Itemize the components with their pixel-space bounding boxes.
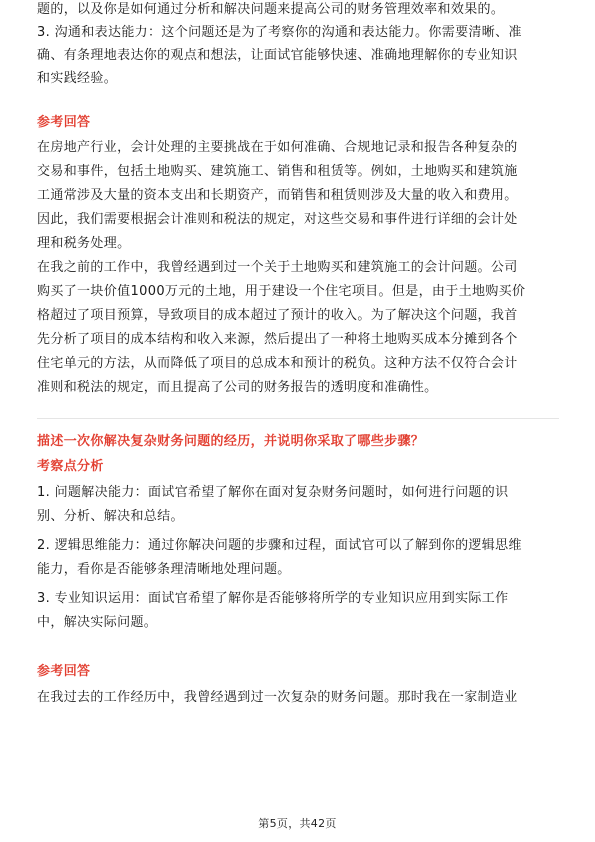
text-line: 准则和税法的规定，而且提高了公司的财务报告的透明度和准确性。 — [37, 380, 438, 395]
text-line: 中，解决实际问题。 — [37, 615, 158, 630]
text-line: 3. 专业知识运用：面试官希望了解你是否能够将所学的专业知识应用到实际工作 — [37, 591, 509, 606]
question-title: 描述一次你解决复杂财务问题的经历，并说明你采取了哪些步骤？ — [37, 434, 425, 449]
text-line: 工通常涉及大量的资本支出和长期资产，而销售和租赁则涉及大量的收入和费用。 — [37, 188, 518, 203]
analysis-heading: 考察点分析 — [37, 459, 104, 474]
text-line: 格超过了项目预算，导致项目的成本超过了预计的收入。为了解决这个问题，我首 — [37, 308, 518, 323]
text-line: 在我之前的工作中，我曾经遇到过一个关于土地购买和建筑施工的会计问题。公司 — [37, 260, 518, 275]
answer-heading: 参考回答 — [37, 664, 91, 679]
text-line: 别、分析、解决和总结。 — [37, 509, 184, 524]
text-line: 确、有条理地表达你的观点和想法，让面试官能够快速、准确地理解你的专业知识 — [37, 48, 518, 63]
page-number: 第5页，共42页 — [258, 817, 337, 830]
text-line: 3. 沟通和表达能力：这个问题还是为了考察你的沟通和表达能力。你需要清晰、准 — [37, 25, 522, 40]
text-line: 在我过去的工作经历中，我曾经遇到过一次复杂的财务问题。那时我在一家制造业 — [37, 690, 518, 705]
text-line: 在房地产行业，会计处理的主要挑战在于如何准确、合规地记录和报告各种复杂的 — [37, 140, 518, 155]
text-line: 先分析了项目的成本结构和收入来源，然后提出了一种将土地购买成本分摊到各个 — [37, 332, 518, 347]
text-line: 能力，看你是否能够条理清晰地处理问题。 — [37, 562, 291, 577]
text-line: 和实践经验。 — [37, 71, 118, 86]
text-line: 交易和事件，包括土地购买、建筑施工、销售和租赁等。例如，土地购买和建筑施 — [37, 164, 518, 179]
text-line: 因此，我们需要根据会计准则和税法的规定，对这些交易和事件进行详细的会计处 — [37, 212, 518, 227]
text-line: 2. 逻辑思维能力：通过你解决问题的步骤和过程，面试官可以了解到你的逻辑思维 — [37, 538, 522, 553]
text-line: 住宅单元的方法，从而降低了项目的总成本和预计的税负。这种方法不仅符合会计 — [37, 356, 518, 371]
text-line: 1. 问题解决能力：面试官希望了解你在面对复杂财务问题时，如何进行问题的识 — [37, 485, 509, 500]
answer-heading: 参考回答 — [37, 115, 91, 130]
text-line: 理和税务处理。 — [37, 236, 131, 251]
text-line: 题的，以及你是如何通过分析和解决问题来提高公司的财务管理效率和效果的。 — [37, 2, 505, 17]
text-line: 购买了一块价值1000万元的土地，用于建设一个住宅项目。但是，由于土地购买价 — [37, 284, 526, 299]
section-divider — [37, 418, 559, 419]
